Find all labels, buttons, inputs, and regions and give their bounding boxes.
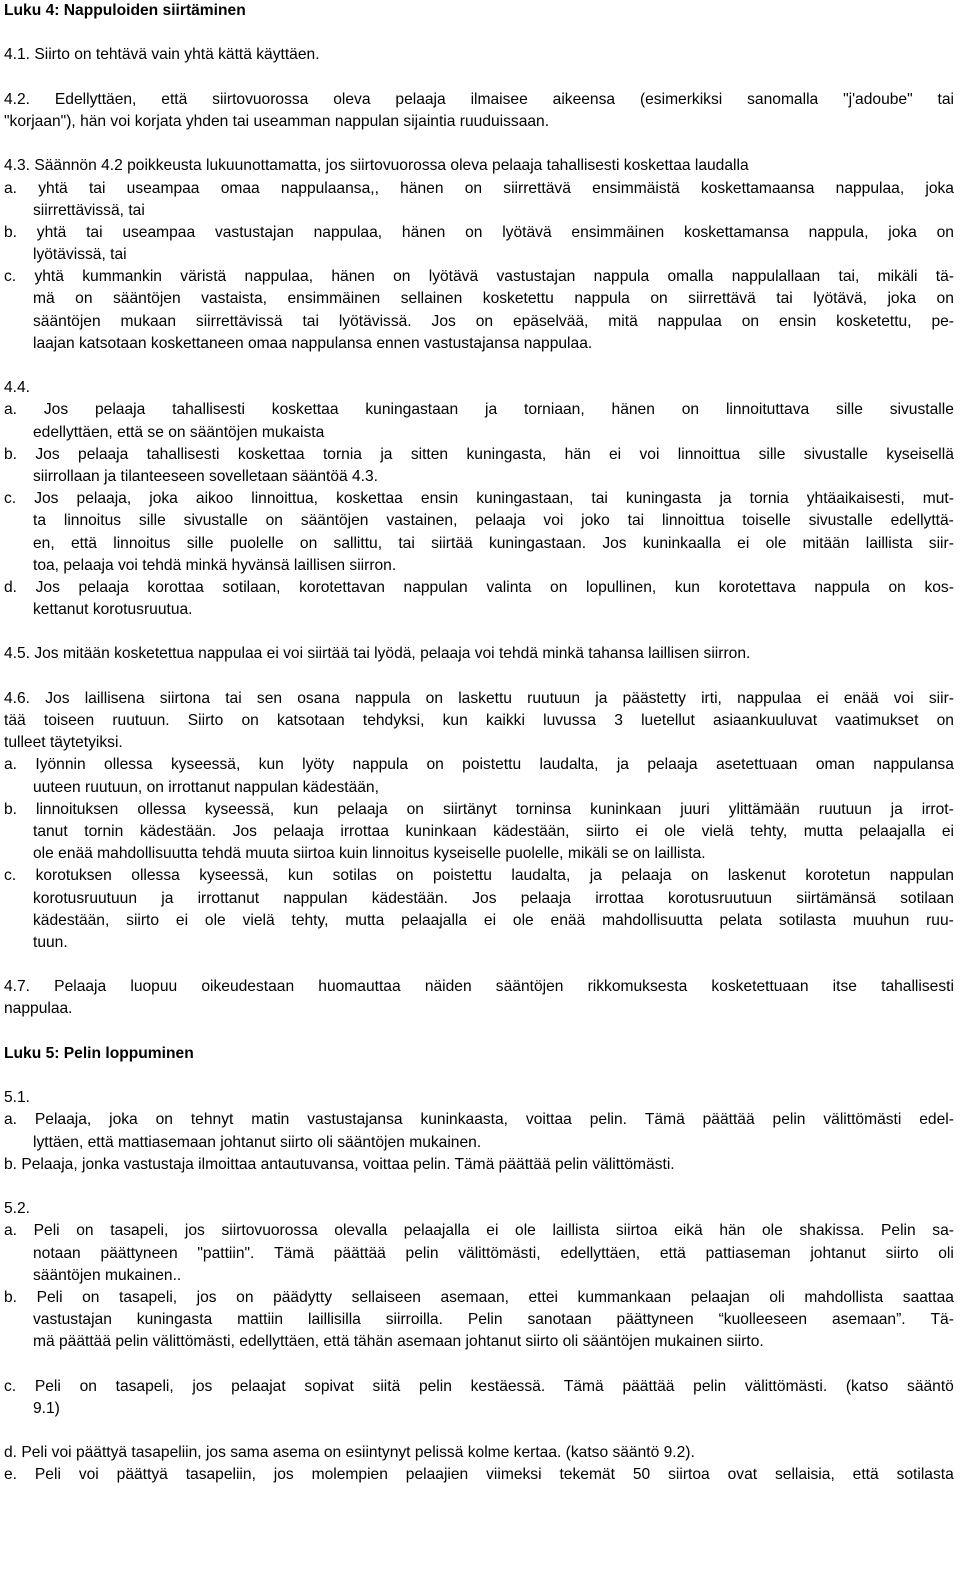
text-line: 4.4. <box>4 379 31 397</box>
text-line: mä on sääntöjen vastaista, ensimmäinen sellainen kosketettu nappula on siirrettävä tai lyötävä, joka on <box>33 290 954 308</box>
text-line: ole enää mahdollisuutta tehdä muuta siirtoa kuin linnoitus kyseiselle puolelle, mikäli se on laillista. <box>33 845 706 863</box>
text-line: notaan päättyneen "pattiin". Tämä päättää pelin välittömästi, edellyttäen, että pattiaseman johtanut siirto oli <box>33 1244 954 1262</box>
text-line: b. linnoituksen ollessa kyseessä, kun pelaaja on siirtänyt torninsa kuninkaan juuri ylittämään ruutuun ja irrot- <box>4 800 954 818</box>
text-line: edellyttäen, että se on sääntöjen mukaista <box>33 423 325 441</box>
text-line: tulleet täytetyiksi. <box>4 734 123 752</box>
text-line: tuun. <box>33 933 68 951</box>
text-line: a. Pelaaja, joka on tehnyt matin vastustajansa kuninkaasta, voittaa pelin. Tämä päättää pelin välittömästi edel- <box>4 1111 954 1129</box>
text-line: e. Peli voi päättyä tasapeliin, jos molempien pelaajien viimeksi tekemät 50 siirtoa ovat sellaisia, että sotilasta <box>4 1466 954 1484</box>
text-line: korotusruutuun ja irrottanut nappulan kädestään. Jos pelaaja irrottaa korotusruutuun siirtämänsä sotilaan <box>33 889 954 907</box>
text-line: siirrollaan ja tilanteeseen sovelletaan sääntöä 4.3. <box>33 467 379 485</box>
text-line: b. Peli on tasapeli, jos on päädytty sellaiseen asemaan, ettei kummankaan pelaajan oli mahdollista saattaa <box>4 1288 954 1306</box>
paragraph-gap <box>4 133 954 155</box>
text-line: lyötävissä, tai <box>33 246 127 264</box>
section-heading: Luku 4: Nappuloiden siirtäminen <box>4 2 246 19</box>
text-line: b. yhtä tai useampaa vastustajan nappulaa, hänen on lyötävä ensimmäinen koskettamansa nappula, joka on <box>4 223 954 241</box>
text-line: b. Jos pelaaja tahallisesti koskettaa tornia ja sitten kuningasta, hän ei voi linnoittua sille sivustalle kyseisellä <box>4 445 954 463</box>
paragraph-gap <box>4 1176 954 1198</box>
text-line: 4.2. Edellyttäen, että siirtovuorossa oleva pelaaja ilmaisee aikeensa (esimerkiksi sanomalla "j'adoube" tai <box>4 90 954 108</box>
text-line: 4.3. Säännön 4.2 poikkeusta lukuunottamatta, jos siirtovuorossa oleva pelaaja tahallisesti koskettaa laudalla <box>4 157 749 175</box>
text-line: c. Peli on tasapeli, jos pelaajat sopivat siitä pelin kestäessä. Tämä päättää pelin välittömästi. (katso sääntö <box>4 1377 954 1395</box>
paragraph-gap <box>4 1420 954 1442</box>
text-line: c. yhtä kummankin väristä nappulaa, hänen on lyötävä vastustajan nappula omalla nappulallaan tai, mikäli tä- <box>4 268 954 286</box>
text-line: 4.1. Siirto on tehtävä vain yhtä kättä käyttäen. <box>4 46 320 64</box>
paragraph-gap <box>4 1065 954 1087</box>
text-line: 5.1. <box>4 1089 31 1107</box>
paragraph-gap <box>4 954 954 976</box>
text-line: d. Jos pelaaja korottaa sotilaan, korotettavan nappulan valinta on lopullinen, kun korotettava nappula on kos- <box>4 578 954 596</box>
text-line: kädestään, siirto ei ole vielä tehty, mutta pelaajalla ei ole enää mahdollisuutta pelata sotilasta muuhun ruu- <box>33 911 954 929</box>
text-line: 5.2. <box>4 1200 31 1218</box>
text-line: mä päättää pelin välittömästi, edellyttäen, että tähän asemaan johtanut siirto oli sääntöjen mukainen siirto. <box>33 1333 764 1351</box>
text-line: uuteen ruutuun, on irrottanut nappulan kädestään, <box>33 778 379 796</box>
text-line: a. Peli on tasapeli, jos siirtovuorossa olevalla pelaajalla ei ole laillista siirtoa eikä hän ole shakissa. Pelin sa- <box>4 1222 954 1240</box>
text-line: 4.5. Jos mitään kosketettua nappulaa ei voi siirtää tai lyödä, pelaaja voi tehdä minkä tahansa laillisen siirron. <box>4 645 751 663</box>
text-line: d. Peli voi päättyä tasapeliin, jos sama asema on esiintynyt pelissä kolme kertaa. (katso sääntö 9.2). <box>4 1444 695 1462</box>
text-line: tanut tornin kädestään. Jos pelaaja irrottaa kuninkaan kädestään, siirto ei ole vielä tehty, mutta pelaajalla ei <box>33 822 954 840</box>
text-line: "korjaan"), hän voi korjata yhden tai useamman nappulan sijaintia ruuduissaan. <box>4 112 550 130</box>
text-line: 9.1) <box>33 1399 60 1417</box>
text-line: en, että linnoitus sille puolelle on sallittu, tai siirtää kuningastaan. Jos kuninkaalla ei ole mitään laillista siir- <box>33 534 954 552</box>
text-line: a. yhtä tai useampaa omaa nappulaansa,, hänen on siirrettävä ensimmäistä koskettamaansa nappulaa, joka <box>4 179 954 197</box>
text-line: c. korotuksen ollessa kyseessä, kun sotilas on poistettu laudalta, ja pelaaja on laskenut korotetun nappulan <box>4 867 954 885</box>
text-line: c. Jos pelaaja, joka aikoo linnoittua, koskettaa ensin kuningastaan, tai kuningasta ja tornia yhtäaikaisesti, mut- <box>4 490 954 508</box>
paragraph-gap <box>4 1353 954 1375</box>
text-line: a. Iyönnin ollessa kyseessä, kun lyöty nappula on poistettu laudalta, ja pelaaja asetettuaan oman nappulansa <box>4 756 954 774</box>
text-line: vastustajan kuningasta mattiin laillisilla siirroilla. Pelin sanotaan päättyneen “kuolleeseen asemaan”. Tä- <box>33 1311 954 1329</box>
paragraph-gap <box>4 355 954 377</box>
paragraph-gap <box>4 1021 954 1043</box>
paragraph-gap <box>4 621 954 643</box>
document-page <box>4 0 954 1487</box>
text-line: lyttäen, että mattiasemaan johtanut siirto oli sääntöjen mukainen. <box>33 1133 482 1151</box>
text-line: sääntöjen mukaan siirrettävissä tai lyötävissä. Jos on epäselvää, mitä nappulaa on ensin kosketettu, pe- <box>33 312 954 330</box>
text-line: tää toiseen ruutuun. Siirto on katsotaan tehdyksi, kun kaikki luvussa 3 luetellut asiaankuuluvat vaatimukset on <box>4 712 954 729</box>
text-line: kettanut korotusruutua. <box>33 601 193 619</box>
text-line: sääntöjen mukainen.. <box>33 1266 182 1284</box>
paragraph-gap <box>4 666 954 688</box>
text-line: b. Pelaaja, jonka vastustaja ilmoittaa antautuvansa, voittaa pelin. Tämä päättää pelin välittömästi. <box>4 1155 675 1173</box>
text-line: toa, pelaaja voi tehdä minkä hyvänsä laillisen siirron. <box>33 556 397 574</box>
text-line: nappulaa. <box>4 1000 73 1018</box>
text-line: 4.7. Pelaaja luopuu oikeudestaan huomauttaa näiden sääntöjen rikkomuksesta kosketettuaan itse tahallisesti <box>4 978 954 996</box>
paragraph-gap <box>4 22 954 44</box>
text-line: laajan katsotaan koskettaneen omaa nappulansa ennen vastustajansa nappulaa. <box>33 334 593 352</box>
text-line: a. Jos pelaaja tahallisesti koskettaa kuningastaan ja torniaan, hänen on linnoituttava sille sivustalle <box>4 401 954 419</box>
text-line: 4.6. Jos laillisena siirtona tai sen osana nappula on laskettu ruutuun ja päästetty irti, nappulaa ei enää voi siir- <box>4 689 954 707</box>
text-line: ta linnoitus sille sivustalle on sääntöjen vastainen, pelaaja voi joko tai linnoittua toiselle sivustalle edellyttä- <box>33 512 954 530</box>
section-heading: Luku 5: Pelin loppuminen <box>4 1044 194 1062</box>
text-line: siirrettävissä, tai <box>33 201 145 219</box>
paragraph-gap <box>4 67 954 89</box>
